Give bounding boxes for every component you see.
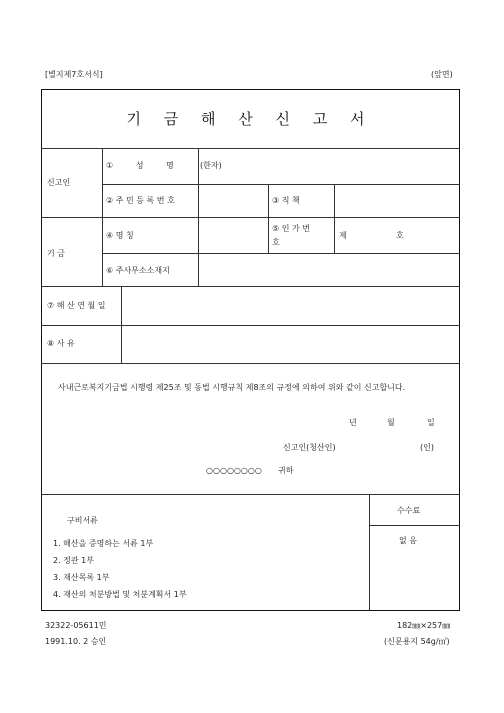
frame-bottom [41, 610, 460, 611]
rule-fund-mid [102, 253, 460, 254]
fund-title-label: ④ 명 칭 [106, 231, 134, 240]
rule-fee-mid [369, 525, 460, 526]
form-number: [별지제7호서식] [45, 70, 103, 79]
position-label: ③ 직 책 [272, 196, 300, 205]
main-office-address-label: ⑥ 주사무소소재지 [106, 266, 170, 275]
seal-mark: (인) [420, 443, 434, 452]
paper-size: 182㎜×257㎜ [397, 621, 451, 630]
recipient-placeholder: ○○○○○○○○ [206, 466, 262, 475]
page-side-label: (앞면) [431, 70, 453, 79]
reporter-section-label: 신고인 [47, 178, 71, 187]
document-item: 1. 해산을 증명하는 서류 1부 [53, 539, 154, 548]
document-item: 4. 재산의 처분방법 및 처분계획서 1부 [53, 590, 187, 599]
reason-label: ⑧ 사 유 [47, 339, 75, 348]
fee-label: 수수료 [397, 506, 421, 515]
approval-date: 1991.10. 2 승인 [45, 637, 107, 646]
approval-number-label-line2: 호 [272, 238, 280, 247]
approval-number-label-line1: ⑤ 인 가 번 [272, 224, 310, 233]
date-day: 일 [427, 418, 435, 427]
page-title: 기 금 해 산 신 고 서 [126, 110, 374, 128]
rule-reporter-mid [102, 184, 460, 185]
declaration-text: 사내근로복지기금법 시행령 제25조 및 동법 시행규칙 제8조의 규정에 의하여 위와 같이 신고합니다. [58, 383, 406, 392]
frame-right [459, 89, 460, 611]
dissolution-date-label: ⑦ 해 산 연 월 일 [47, 301, 106, 310]
date-month: 월 [387, 418, 395, 427]
documents-heading: 구비서류 [67, 516, 98, 525]
rule-right-label-start [268, 184, 269, 254]
approval-number-suffix: 호 [396, 231, 404, 240]
fee-value: 없 음 [399, 536, 417, 545]
frame-left [41, 89, 42, 611]
rule-below-title [41, 148, 460, 149]
signer-label: 신고인(청산인) [283, 443, 336, 452]
rule-reason-end [41, 363, 460, 364]
name-hint: (한자) [200, 161, 222, 170]
recipient-suffix: 귀하 [278, 466, 294, 475]
rule-fund-end [41, 286, 460, 287]
rule-date-end [41, 325, 460, 326]
resident-id-label: ② 주 민 등 록 번 호 [106, 196, 175, 205]
rule-right-label-end [334, 184, 335, 254]
rule-date-label [121, 286, 122, 364]
approval-number-prefix: 제 [339, 231, 347, 240]
paper-spec: (신문용지 54g/㎡) [384, 637, 450, 646]
document-item: 3. 재산목록 1부 [53, 573, 110, 582]
document-item: 2. 정관 1부 [53, 556, 94, 565]
rule-name-divider [198, 148, 199, 287]
fund-section-label: 기 금 [47, 249, 65, 258]
name-label: ① 성 명 [106, 161, 174, 170]
form-code: 32322-05611민 [45, 621, 107, 630]
rule-reporter-end [41, 217, 460, 218]
frame-top [41, 89, 460, 90]
rule-declaration-end [41, 494, 460, 495]
rule-fee-left [369, 494, 370, 611]
date-year: 년 [349, 418, 357, 427]
rule-section-divider [102, 148, 103, 287]
